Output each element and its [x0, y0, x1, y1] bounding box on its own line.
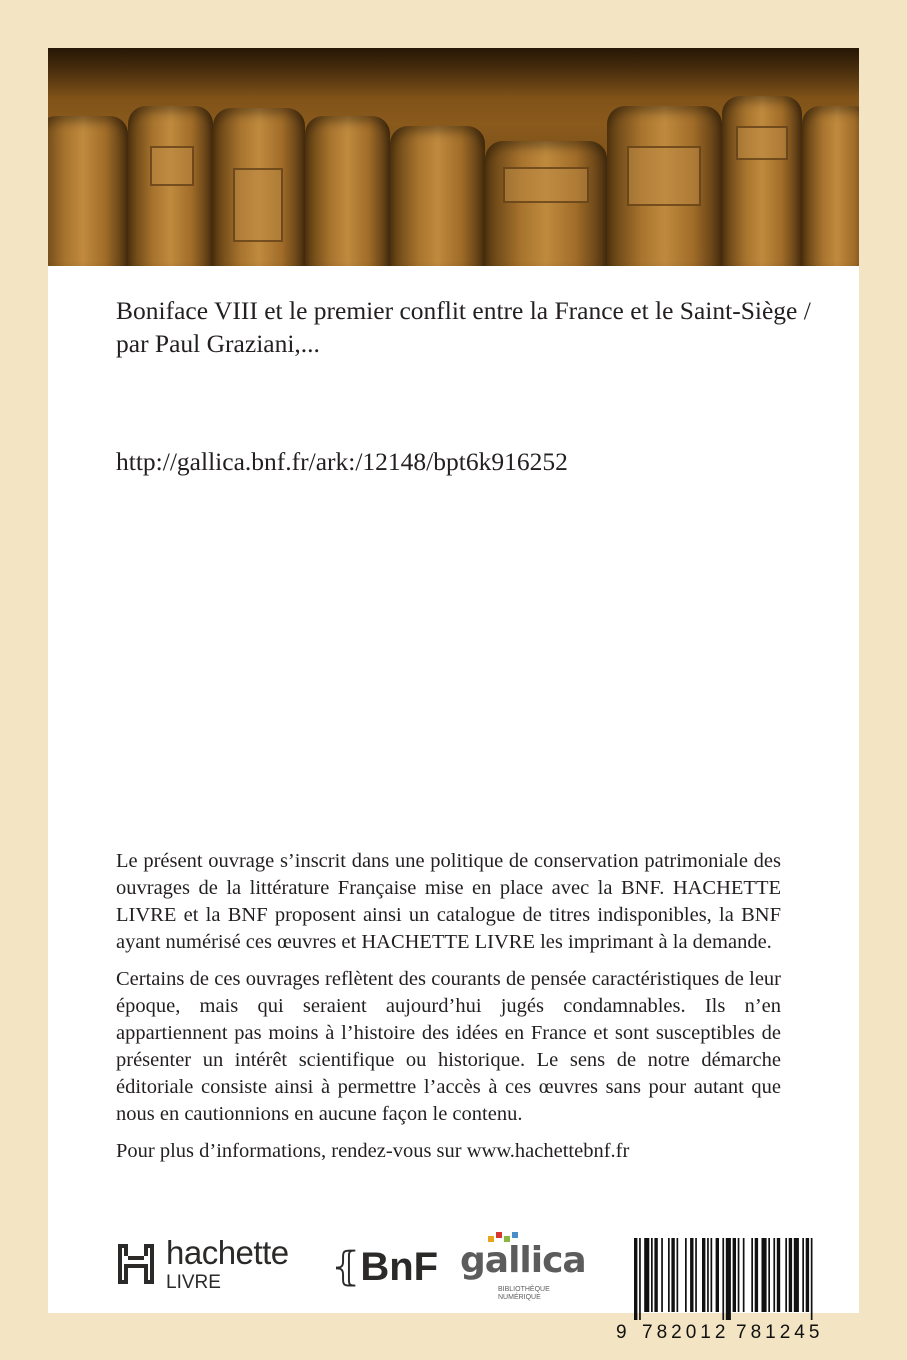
barcode-bar [738, 1238, 740, 1312]
barcode-bar [806, 1238, 809, 1312]
hachette-mark-icon [116, 1242, 156, 1286]
barcode-bar [644, 1238, 649, 1312]
barcode-bar [671, 1238, 674, 1312]
gallica-logo [460, 1230, 586, 1310]
back-cover [48, 48, 859, 1343]
notice-paragraph: Le présent ouvrage s’inscrit dans une politique de conservation patrimoniale des ouvrages de la littérature Française mise en place avec la BNF. HACHETTE LIVRE et la BNF proposent ainsi un catalogue de titres indisponibles, la BNF ayant numérisé ces œuvres et HACHETTE LIVRE les imprimant à la demande. [116, 850, 781, 953]
barcode-bar [751, 1238, 753, 1312]
book-spine [390, 126, 485, 266]
notice-paragraph: Pour plus d’informations, rendez-vous sur www.hachettebnf.fr [116, 1140, 630, 1162]
barcode-digits-left: 782012 [642, 1322, 730, 1343]
book-spine [128, 106, 213, 266]
book-title: Boniface VIII et le premier conflit entre la France et le Saint-Siège / par Paul Graziani,... [116, 296, 811, 358]
bnf-logo [331, 1244, 438, 1290]
barcode-bar [651, 1238, 653, 1312]
gallica-wordmark: gallica [460, 1240, 586, 1281]
book-spine [213, 108, 305, 266]
barcode-bar [690, 1238, 693, 1312]
barcode-bar [685, 1238, 687, 1312]
barcode-bar [716, 1238, 719, 1312]
book-spine [48, 116, 128, 266]
barcode-bar [794, 1238, 799, 1312]
book-spine [722, 96, 802, 266]
barcode-bar [707, 1238, 709, 1312]
barcode-bar [773, 1238, 775, 1312]
bnf-wordmark: BnF [360, 1245, 439, 1289]
barcode-bar [777, 1238, 780, 1312]
barcode-bar [762, 1238, 767, 1312]
barcode-bar [654, 1238, 657, 1312]
barcode-bar [789, 1238, 792, 1312]
barcode-bar [768, 1238, 770, 1312]
barcode-bar [802, 1238, 804, 1312]
publisher-notice [116, 848, 781, 1175]
barcode-bar [722, 1238, 724, 1320]
barcode-bar [695, 1238, 697, 1312]
bnf-bracket-icon: ⦃ [331, 1245, 361, 1289]
book-spine [607, 106, 722, 266]
barcode-bar [733, 1238, 736, 1312]
hachette-wordmark: hachette [166, 1234, 289, 1271]
barcode-bar [743, 1238, 745, 1312]
barcode-bar [639, 1238, 641, 1320]
barcode-bar [668, 1238, 670, 1312]
barcode-bar [702, 1238, 705, 1312]
hachette-livre-logo [116, 1234, 316, 1298]
livre-wordmark: LIVRE [166, 1272, 221, 1293]
gallica-url[interactable]: http://gallica.bnf.fr/ark:/12148/bpt6k916252 [116, 447, 568, 476]
bookshelf-banner-image [48, 48, 859, 266]
barcode-bars [616, 1238, 836, 1320]
book-spine [485, 141, 607, 266]
barcode-bar [634, 1238, 637, 1320]
notice-paragraph: Certains de ces ouvrages reflètent des courants de pensée caractéristiques de leur époque, mais qui seraient aujourd’hui jugés condamnables. Ils n’en appartiennent pas moins à l’histoire des idées en France et sont susceptibles de présenter un intérêt scientifique ou historique. Le sens de notre démarche éditoriale consiste ainsi à permettre l’accès à ces œuvres sans pour autant que nous en cautionnions en aucune façon le contenu. [116, 968, 781, 1125]
book-spine [802, 106, 859, 266]
isbn-barcode [616, 1238, 836, 1346]
barcode-bar [785, 1238, 787, 1312]
barcode-bar [677, 1238, 679, 1312]
barcode-digit: 9 [616, 1322, 631, 1343]
barcode-bar [755, 1238, 758, 1312]
book-spine [305, 116, 390, 266]
barcode-bar [711, 1238, 713, 1312]
barcode-bar [661, 1238, 663, 1312]
barcode-bar [811, 1238, 813, 1320]
gallica-subtitle: BIBLIOTHÈQUE NUMÉRIQUE [498, 1286, 550, 1301]
barcode-bar [726, 1238, 731, 1320]
barcode-digits-right: 781245 [736, 1322, 824, 1343]
